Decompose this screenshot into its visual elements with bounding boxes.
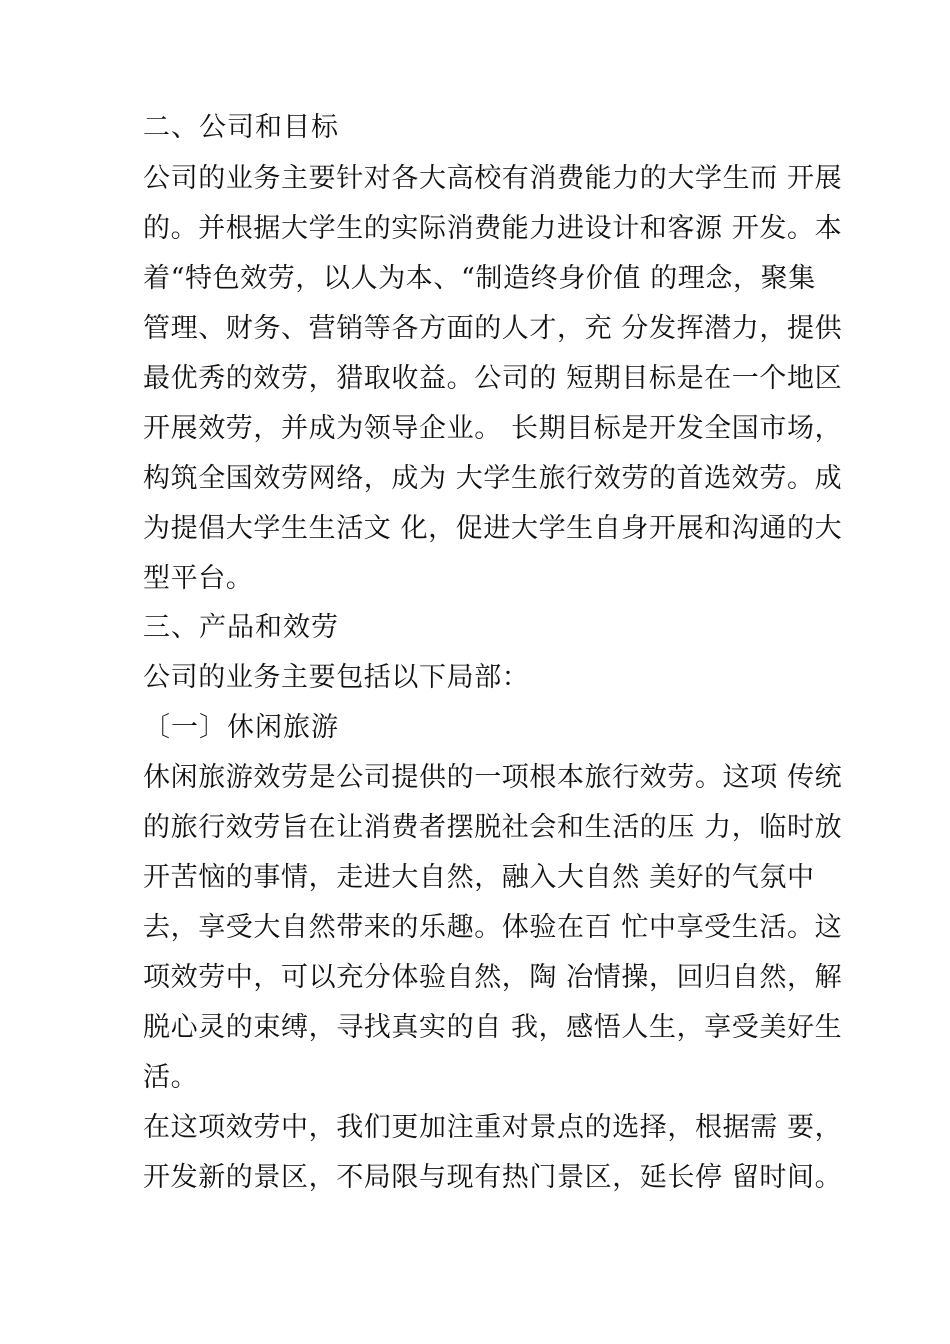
paragraph-line: 在这项效劳中，我们更加注重对景点的选择，根据需 要， <box>143 1112 843 1143</box>
paragraph-line: 最优秀的效劳，猎取收益。公司的 短期目标是在一个地区 <box>143 363 843 394</box>
paragraph-line: 休闲旅游效劳是公司提供的一项根本旅行效劳。这项 传统 <box>143 762 843 793</box>
paragraph-line: 型平台。 <box>143 563 254 594</box>
paragraph-line: 开发新的景区，不局限与现有热门景区，延长停 留时间。 <box>143 1162 843 1193</box>
paragraph-line: 去，享受大自然带来的乐趣。体验在百 忙中享受生活。这 <box>143 912 843 943</box>
paragraph-line: 为提倡大学生生活文 化，促进大学生自身开展和沟通的大 <box>143 513 843 544</box>
section-heading-products-services: 三、产品和效劳 <box>143 612 339 643</box>
paragraph-line: 着“特色效劳，以人为本、“制造终身价值 的理念，聚集 <box>143 263 816 294</box>
paragraph-line: 构筑全国效劳网络，成为 大学生旅行效劳的首选效劳。成 <box>143 463 843 494</box>
paragraph-line: 项效劳中，可以充分体验自然，陶 冶情操，回归自然，解 <box>143 962 843 993</box>
subsection-heading-leisure-travel: 〔一〕休闲旅游 <box>143 712 339 743</box>
section-heading-company-goals: 二、公司和目标 <box>143 112 339 143</box>
paragraph-line: 脱心灵的束缚，寻找真实的自 我，感悟人生，享受美好生 <box>143 1012 843 1043</box>
paragraph-line: 的。并根据大学生的实际消费能力进设计和客源 开发。本 <box>143 213 843 244</box>
intro-line: 公司的业务主要包括以下局部： <box>143 662 530 693</box>
paragraph-line: 公司的业务主要针对各大高校有消费能力的大学生而 开展 <box>143 163 843 194</box>
paragraph-line: 活。 <box>143 1062 199 1093</box>
paragraph-line: 的旅行效劳旨在让消费者摆脱社会和生活的压 力，临时放 <box>143 812 843 843</box>
paragraph-line: 开展效劳，并成为领导企业。 长期目标是开发全国市场， <box>143 413 843 444</box>
paragraph-line: 开苦恼的事情，走进大自然，融入大自然 美好的气氛中 <box>143 862 815 893</box>
paragraph-line: 管理、财务、营销等各方面的人才，充 分发挥潜力，提供 <box>143 313 843 344</box>
